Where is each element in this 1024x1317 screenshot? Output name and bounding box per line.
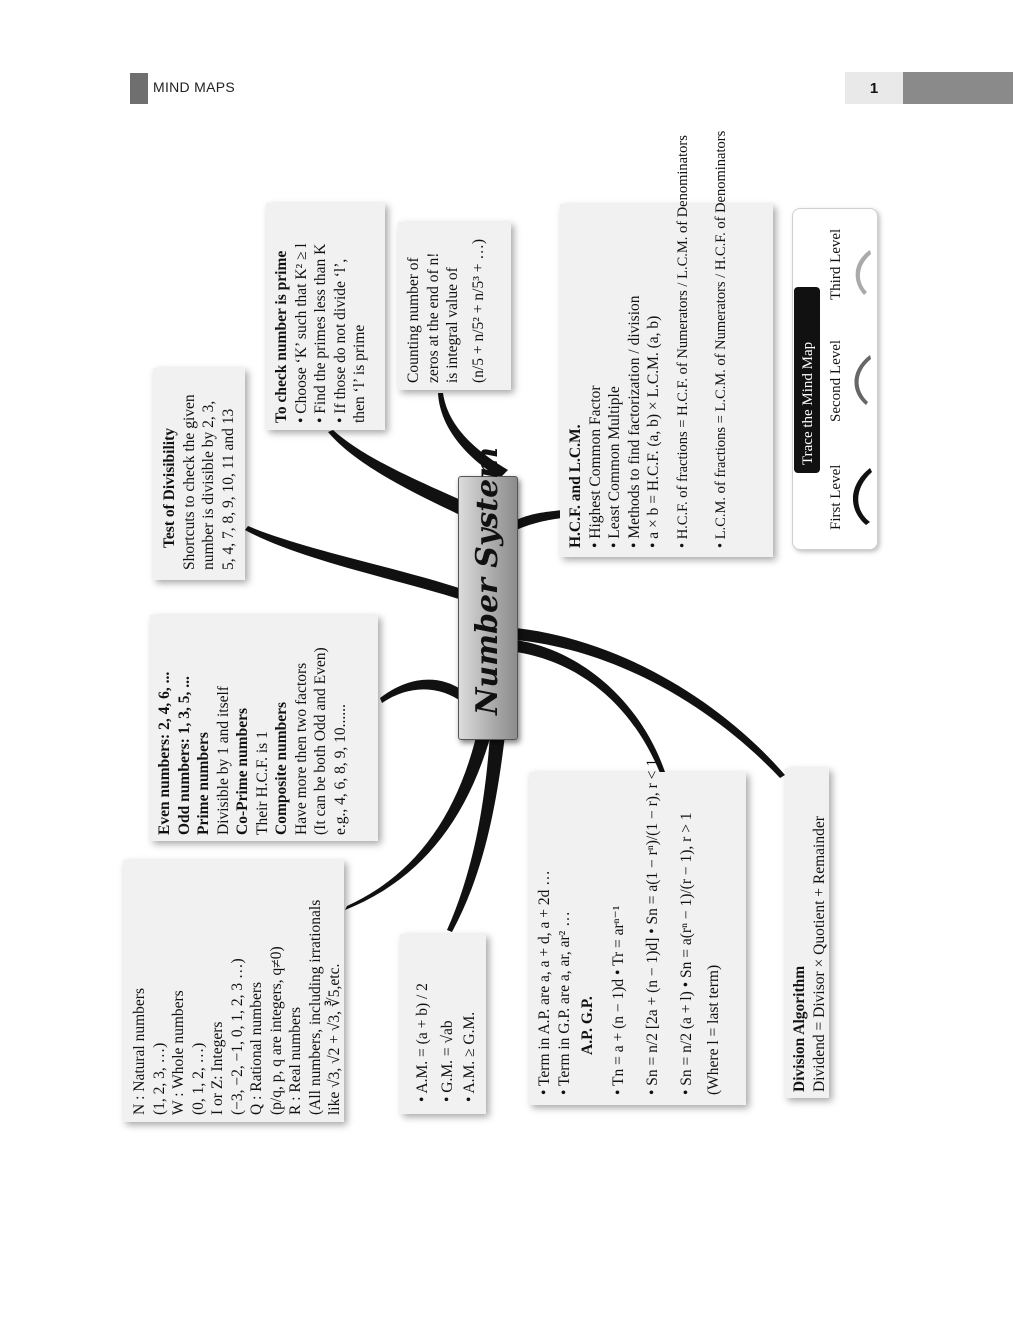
sets-line: (p/q, p, q are integers, q≠0)	[267, 946, 285, 1115]
types-line: Composite numbers	[273, 701, 290, 835]
sets-line: like √3, √2 + √3, ∛5,etc.	[326, 963, 343, 1115]
progressions-line: • Sn = n/2 [2a + (n − 1)d] • Sn = a(1 − rⁿ)/(1 − r), r < 1	[644, 758, 661, 1095]
branch-progressions	[516, 640, 665, 773]
sets-line: R : Real numbers	[287, 1006, 304, 1115]
prime-line: then ‘l’ is prime	[351, 324, 368, 423]
means-text	[410, 983, 480, 1102]
division-line: Division Algorithm	[791, 965, 808, 1092]
types-line: Have more then two factors	[292, 662, 310, 835]
progressions-line: • Tn = a + (n − 1)d • Tr = arⁿ⁻¹	[610, 905, 627, 1095]
trailing-zeros-text	[404, 239, 495, 383]
zeros-line: is integral value of	[444, 267, 461, 383]
prime-check-text	[272, 243, 370, 423]
section-title: MIND MAPS	[153, 79, 236, 95]
prime-line: To check number is prime	[273, 250, 290, 423]
means-line: • A.M. = (a + b) / 2	[414, 983, 431, 1102]
sets-line: I or Z: Integers	[209, 1021, 226, 1115]
hcf-lcm-text	[566, 131, 740, 548]
sets-line: Q : Rational numbers	[248, 981, 265, 1115]
progressions-line: • Sn = n/2 (a + l) • Sn = a(rⁿ − 1)/(r − 1), r > 1	[678, 812, 695, 1095]
types-line: Their H.C.F. is 1	[253, 731, 271, 835]
progressions-line: (Where l = last term)	[705, 964, 722, 1095]
branch-division	[516, 628, 785, 778]
types-line: Odd numbers: 1, 3, 5, ...	[175, 676, 193, 835]
hcf-line: • H.C.F. of fractions = H.C.F. of Numerators / L.C.M. of Denominators	[674, 135, 691, 548]
sets-line: N : Natural numbers	[131, 988, 148, 1115]
division-text	[790, 816, 829, 1092]
prime-line: • Choose ‘K’ such that K² ≥ l	[292, 243, 310, 423]
hcf-line: • Highest Common Factor	[586, 385, 604, 548]
zeros-line: (n/5 + n/5² + n/5³ + …)	[469, 238, 487, 383]
legend-swatches	[840, 210, 876, 540]
sets-line: W : Whole numbers	[170, 990, 187, 1115]
legend-swatch-first	[853, 468, 872, 525]
divisibility-line: Test of Divisibility	[161, 428, 178, 548]
means-line: • G.M. = √ab	[439, 1020, 456, 1102]
number-types-text	[155, 647, 350, 835]
types-line: Prime numbers	[195, 732, 212, 835]
means-line: • A.M. ≥ G.M.	[461, 1011, 478, 1102]
legend-level-3: Third Level	[828, 228, 844, 300]
prime-line: • If those do not divide ‘l’,	[331, 258, 349, 423]
types-line: (It can be both Odd and Even)	[312, 647, 329, 835]
progressions-text	[535, 759, 724, 1095]
sets-line: (0, 1, 2, …)	[189, 1042, 207, 1115]
sets-line: (−3, −2, −1, 0, 1, 2, 3 …)	[228, 958, 246, 1115]
sets-line: (All numbers, including irrationals	[306, 899, 324, 1115]
legend-swatch-second	[854, 355, 871, 405]
progressions-line: • Term in G.P. are a, ar, ar² …	[555, 911, 573, 1095]
hcf-line: H.C.F. and L.C.M.	[567, 424, 584, 548]
hcf-line: • Methods to find factorization / division	[625, 295, 643, 548]
progressions-line: A.P. G.P.	[579, 996, 596, 1055]
divisibility-line: 5, 4, 7, 8, 9, 10, 11 and 13	[219, 408, 237, 570]
divisibility-line: number is divisible by 2, 3,	[200, 400, 217, 570]
center-title: Number System	[470, 447, 505, 715]
types-line: Divisible by 1 and itself	[214, 686, 232, 835]
zeros-line: Counting number of	[405, 257, 422, 383]
branch-hcf	[516, 510, 562, 530]
legend-level-2: Second Level	[828, 339, 844, 422]
legend-title: Trace the Mind Map	[800, 341, 816, 465]
prime-line: • Find the primes less than K	[312, 243, 329, 423]
hcf-line: • L.C.M. of fractions = L.C.M. of Numerators / H.C.F. of Denominators	[712, 130, 729, 548]
branch-divisibility	[245, 526, 465, 600]
number-sets-text	[130, 900, 345, 1115]
branch-prime	[328, 430, 478, 520]
legend-swatch-third	[856, 250, 871, 295]
types-line: Co-Prime numbers	[234, 708, 251, 835]
page-number: 1	[845, 72, 903, 104]
sets-line: (1, 2, 3, …)	[150, 1042, 168, 1115]
progressions-line: • Term in A.P. are a, a + d, a + 2d …	[536, 870, 553, 1095]
types-line: e.g., 4, 6, 8, 9, 10......	[331, 704, 349, 835]
divisibility-text	[160, 394, 238, 570]
division-line: Dividend = Divisor × Quotient + Remainder	[810, 816, 828, 1092]
hcf-line: • a × b = H.C.F. (a, b) × L.C.M. (a, b)	[645, 315, 662, 548]
types-line: Even numbers: 2, 4, 6, ...	[156, 671, 173, 835]
zeros-line: zeros at the end of n!	[424, 252, 442, 383]
branch-types	[380, 680, 462, 703]
legend-level-1: First Level	[828, 464, 844, 530]
divisibility-line: Shortcuts to check the given	[180, 394, 198, 570]
hcf-line: • Least Common Multiple	[606, 386, 623, 548]
